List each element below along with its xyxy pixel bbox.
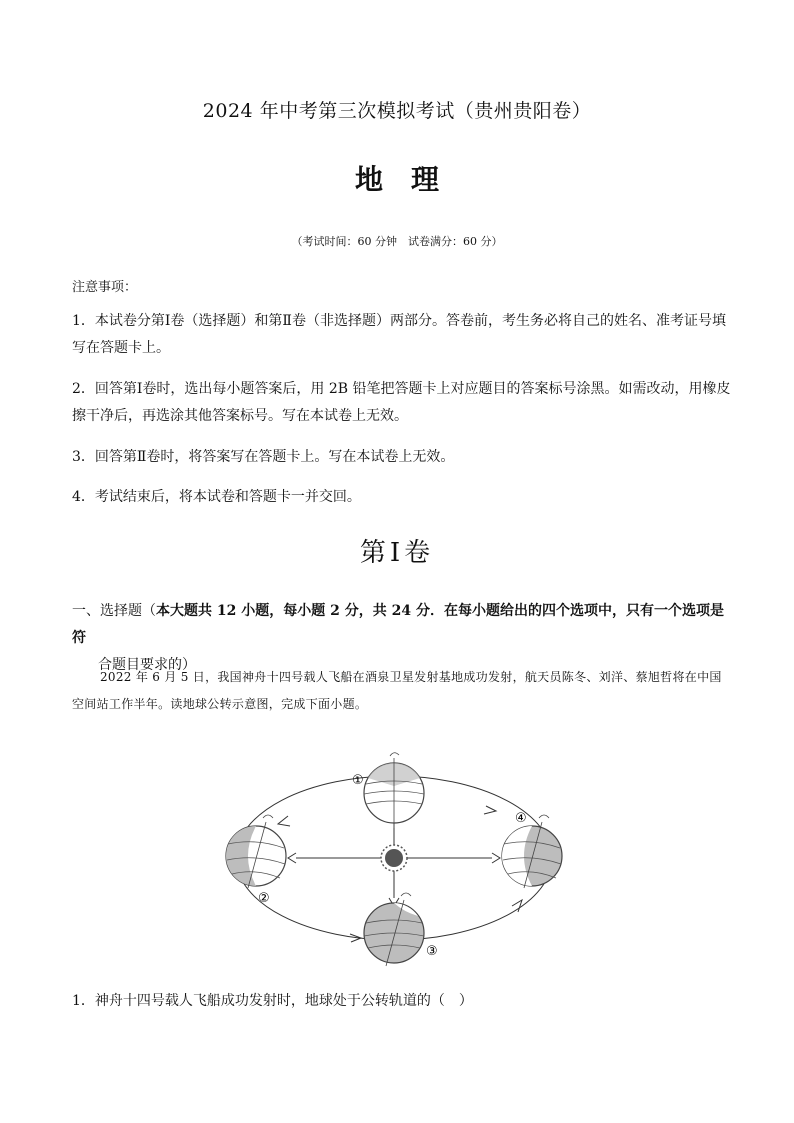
position-label-2: ② — [258, 891, 270, 906]
question-1: 1．神舟十四号载人飞船成功发射时，地球处于公转轨道的（ ） — [72, 993, 473, 1009]
earth-position-4 — [502, 815, 562, 888]
earth-revolution-diagram — [218, 738, 578, 974]
question-group-instructions: 本大题共 12 小题，每小题 2 分，共 24 分．在每小题给出的四个选项中，只有一个选项是符 — [72, 603, 724, 646]
notes-heading: 注意事项： — [72, 280, 138, 295]
question-group-continuation: 合题目要求的） — [98, 657, 196, 673]
subject-title: 地理 — [354, 163, 467, 196]
position-label-1: ① — [352, 773, 364, 788]
exam-title: 2024 年中考第三次模拟考试（贵州贵阳卷） — [202, 100, 592, 122]
note-item-4: 4．考试结束后，将本试卷和答题卡一并交回。 — [72, 489, 361, 505]
exam-time-info: （考试时间：60 分钟 试卷满分：60 分） — [291, 235, 503, 248]
arrow-left-icon — [288, 853, 296, 863]
earth-position-3 — [364, 893, 424, 966]
note-item-2: 2．回答第Ⅰ卷时，选出每小题答案后，用 2B 铅笔把答题卡上对应题目的答案标号涂黑。如需改动，用橡皮擦干净后，再选涂其他答案标号。写在本试卷上无效。 — [72, 381, 731, 424]
earth-position-2 — [226, 815, 286, 888]
position-label-3: ③ — [426, 944, 438, 959]
position-label-4: ④ — [515, 811, 527, 826]
question-group-number: 一、选择题（ — [72, 603, 156, 619]
sun-icon — [381, 845, 407, 871]
earth-position-1 — [364, 753, 424, 828]
arrow-right-icon — [492, 853, 500, 863]
orbit-arrow-icon — [278, 816, 290, 826]
orbit-arrow-icon — [512, 900, 522, 912]
section-title: 第Ⅰ卷 — [359, 538, 435, 568]
note-item-1: 1．本试卷分第Ⅰ卷（选择题）和第Ⅱ卷（非选择题）两部分。答卷前，考生务必将自己的姓名、准考证号填写在答题卡上。 — [72, 313, 726, 356]
orbit-arrow-icon — [484, 806, 496, 814]
note-item-3: 3．回答第Ⅱ卷时，将答案写在答题卡上。写在本试卷上无效。 — [72, 449, 455, 465]
reading-passage: 2022 年 6 月 5 日，我国神舟十四号载人飞船在酒泉卫星发射基地成功发射，航天员陈冬、刘洋、蔡旭哲将在中国空间站工作半年。读地球公转示意图，完成下面小题。 — [72, 670, 722, 711]
